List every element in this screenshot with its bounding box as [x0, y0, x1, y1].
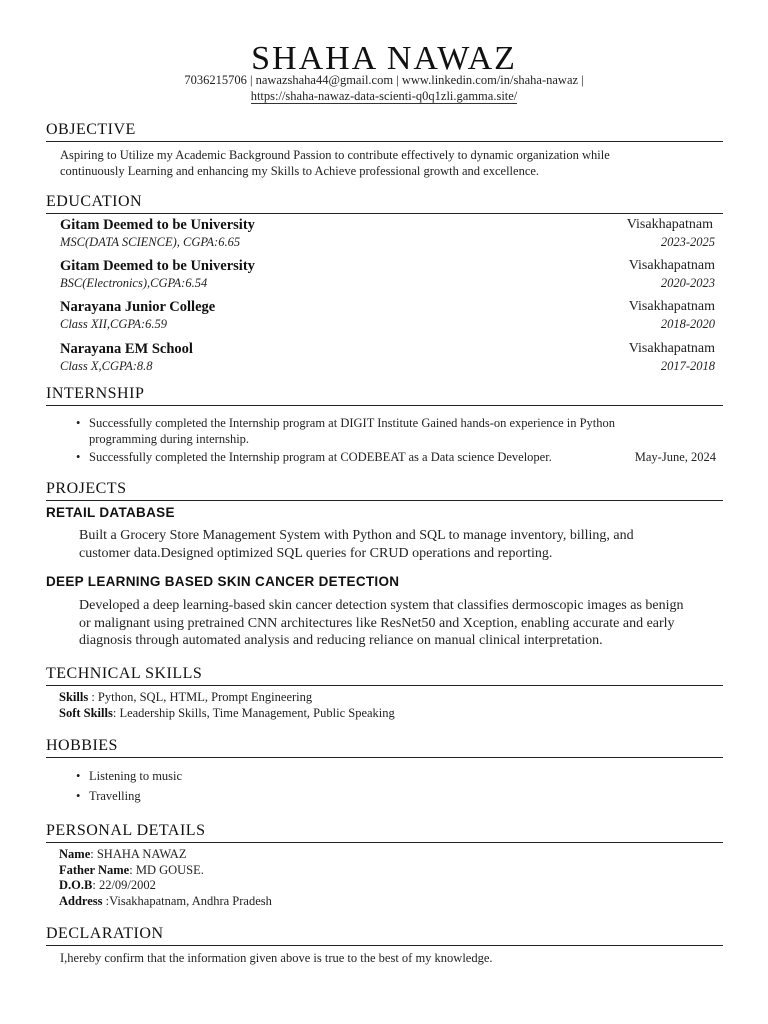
objective-text: Aspiring to Utilize my Academic Background Passion to contribute effectively to dynamic organization while continuously Learning and enhancing my Skills to Achieve professional growth and excellence. — [60, 148, 610, 178]
contact-line: 7036215706 | nawazshaha44@gmail.com | www.linkedin.com/in/shaha-nawaz | — [184, 73, 584, 87]
education-entry — [60, 341, 715, 373]
internship-section — [46, 384, 723, 406]
institution-location: Visakhapatnam — [628, 341, 715, 356]
personal-details — [59, 847, 272, 909]
projects-section — [46, 479, 723, 501]
personal-title: PERSONAL DETAILS — [46, 821, 723, 843]
dob-row: D.O.B: 22/09/2002 — [59, 878, 156, 892]
years: 2018-2020 — [660, 317, 715, 331]
father-name-row: Father Name: MD GOUSE. — [59, 862, 204, 877]
years: 2017-2018 — [660, 359, 715, 373]
personal-section — [46, 821, 723, 843]
degree: BSC(Electronics),CGPA:6.54 — [60, 276, 208, 290]
education-entry — [60, 258, 715, 290]
institution-name: Narayana EM School — [60, 341, 193, 357]
institution-name: Gitam Deemed to be University — [60, 217, 255, 233]
name-row: Name: SHAHA NAWAZ — [59, 847, 187, 861]
degree: Class X,CGPA:8.8 — [60, 359, 153, 373]
declaration-section — [46, 924, 723, 946]
institution-location: Visakhapatnam — [626, 217, 713, 232]
projects-title: PROJECTS — [46, 479, 723, 501]
portfolio-link-line — [0, 89, 768, 104]
skills-section — [46, 664, 723, 686]
hobbies-title: HOBBIES — [46, 736, 723, 758]
list-item: • Successfully completed the Internship program at DIGIT Institute Gained hands-on experience in Python programming during internship. — [76, 415, 716, 447]
institution-location: Visakhapatnam — [628, 258, 715, 273]
years: 2020-2023 — [660, 276, 715, 290]
skills-title: TECHNICAL SKILLS — [46, 664, 723, 686]
institution-name: Narayana Junior College — [60, 299, 216, 315]
project-description: Developed a deep learning-based skin cancer detection system that classifies dermoscopic images as benign or malignant using pretrained CNN architectures like ResNet50 and Xception, enabling accurate and early diagnosis through automated analysis and reducing reliance on manual clinical interpretation. — [79, 598, 684, 648]
project-title: RETAIL DATABASE — [46, 505, 175, 520]
skills-row: Skills : Python, SQL, HTML, Prompt Engineering — [59, 690, 313, 704]
years: 2023-2025 — [660, 235, 715, 249]
education-entry — [60, 299, 715, 331]
address-row: Address :Visakhapatnam, Andhra Pradesh — [59, 893, 272, 908]
education-entry — [60, 217, 715, 249]
list-item: • Listening to music — [76, 768, 716, 784]
soft-skills-row: Soft Skills: Leadership Skills, Time Management, Public Speaking — [59, 705, 395, 720]
institution-name: Gitam Deemed to be University — [60, 258, 255, 274]
degree: Class XII,CGPA:6.59 — [60, 317, 168, 331]
candidate-name: SHAHA NAWAZ — [251, 40, 517, 77]
objective-title: OBJECTIVE — [46, 120, 723, 142]
portfolio-link[interactable]: https://shaha-nawaz-data-scienti-q0q1zli.gamma.site/ — [250, 89, 518, 103]
education-section — [46, 192, 723, 214]
internship-date: May-June, 2024 — [634, 450, 716, 464]
project-title: DEEP LEARNING BASED SKIN CANCER DETECTION — [46, 574, 400, 589]
internship-list — [76, 415, 716, 465]
hobbies-list — [76, 768, 716, 804]
degree: MSC(DATA SCIENCE), CGPA:6.65 — [60, 235, 241, 249]
declaration-text: I,hereby confirm that the information given above is true to the best of my knowledge. — [60, 951, 493, 965]
institution-location: Visakhapatnam — [628, 299, 715, 314]
list-item: • Travelling — [76, 788, 716, 804]
hobbies-section — [46, 736, 723, 758]
list-item: • Successfully completed the Internship program at CODEBEAT as a Data science Developer. May-June, 2024 — [76, 449, 716, 465]
education-title: EDUCATION — [46, 192, 723, 214]
skills-details — [59, 690, 395, 721]
project-description: Built a Grocery Store Management System with Python and SQL to manage inventory, billing, and customer data.Designed optimized SQL queries for CRUD operations and reporting. — [79, 528, 634, 561]
declaration-title: DECLARATION — [46, 924, 723, 946]
internship-title: INTERNSHIP — [46, 384, 723, 406]
objective-section — [46, 120, 723, 142]
